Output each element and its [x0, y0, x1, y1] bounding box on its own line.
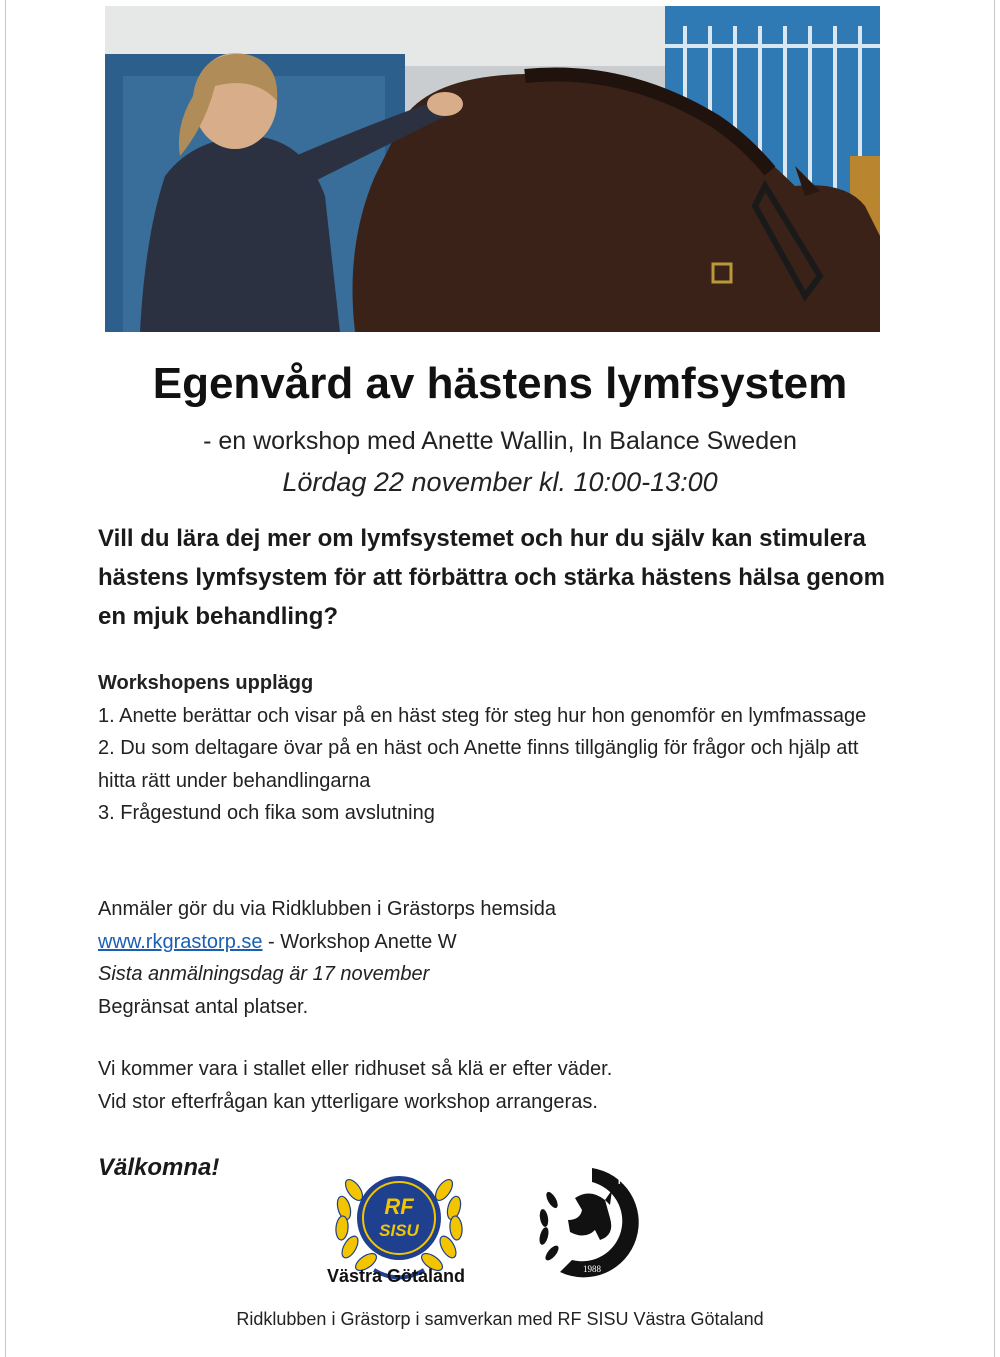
welcome-text: Välkomna!	[98, 1154, 220, 1181]
hero-photo	[105, 6, 880, 332]
signup-deadline: Sista anmälningsdag är 17 november	[98, 963, 430, 985]
rf-text: RF	[384, 1194, 414, 1219]
page-border-left	[5, 0, 6, 1357]
sisu-text: SISU	[379, 1221, 419, 1240]
weather-note: Vi kommer vara i stallet eller ridhuset så klä er efter väder.	[98, 1058, 613, 1080]
signup-link-line	[98, 926, 898, 959]
website-link[interactable]: www.rkgrastorp.se	[98, 930, 263, 953]
workshop-plan	[98, 667, 898, 830]
signup-intro: Anmäler gör du via Ridklubben i Grästorps hemsida	[98, 898, 556, 920]
plan-item: 3. Frågestund och fika som avslutning	[98, 802, 435, 824]
page-border-right	[994, 0, 995, 1357]
plan-item: 1. Anette berättar och visar på en häst steg för steg hur hon genomför en lymfmassage	[98, 704, 867, 727]
subtitle: - en workshop med Anette Wallin, In Balance Sweden	[203, 427, 797, 455]
footer-text: Ridklubben i Grästorp i samverkan med RF SISU Västra Götaland	[236, 1309, 764, 1329]
event-date: Lördag 22 november kl. 10:00-13:00	[282, 467, 718, 497]
limited-seats: Begränsat antal platser.	[98, 995, 309, 1018]
rig-initials: RIG	[618, 1176, 635, 1186]
plan-item: 2. Du som deltagare övar på en häst och Anette finns tillgänglig för frågor och hjälp att hitta rätt under behandlingarna	[98, 737, 859, 792]
rig-club-logo	[530, 1160, 655, 1285]
link-suffix: - Workshop Anette W	[262, 930, 457, 953]
practical-info	[98, 1053, 898, 1118]
page-title: Egenvård av hästens lymfsystem	[152, 359, 848, 408]
rig-year: 1988	[583, 1264, 601, 1274]
plan-heading: Workshopens upplägg	[98, 672, 314, 694]
signup-info	[98, 893, 898, 1023]
extra-workshop-note: Vid stor efterfrågan kan ytterligare workshop arrangeras.	[98, 1090, 598, 1113]
rf-region-caption: Västra Götaland	[326, 1266, 466, 1286]
lead-question: Vill du lära dej mer om lymfsystemet och hur du själv kan stimulera hästens lymfsystem för att förbättra och stärka hästens hälsa genom en mjuk behandling?	[98, 525, 885, 630]
